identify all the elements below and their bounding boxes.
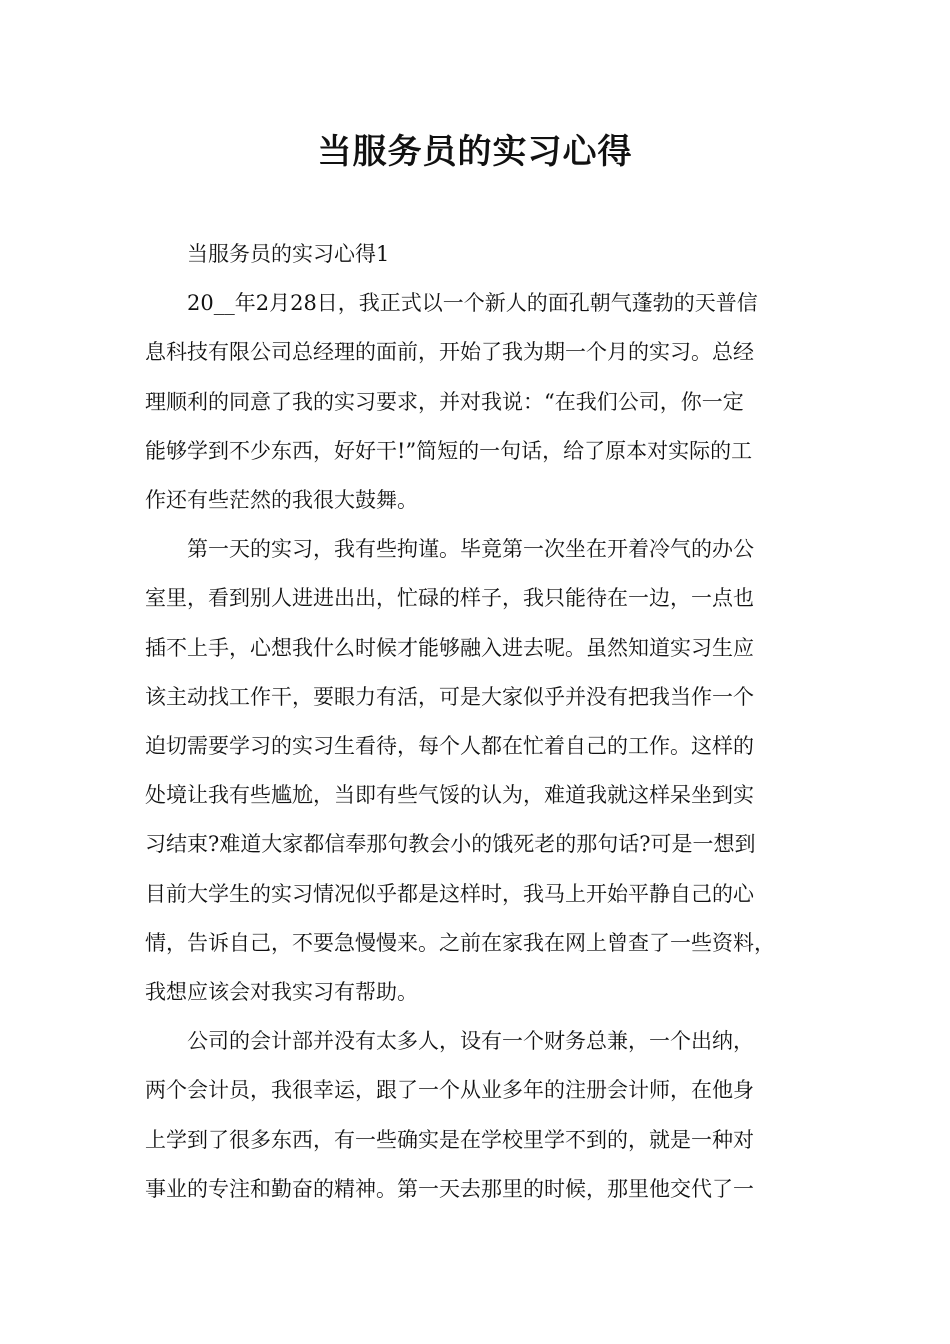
text-line: 两个会计员，我很幸运，跟了一个从业多年的注册会计师，在他身	[145, 1078, 754, 1103]
text-line: 当服务员的实习心得1	[187, 242, 390, 266]
text-line: 事业的专注和勤奋的精神。第一天去那里的时候，那里他交代了一	[145, 1176, 754, 1201]
paragraph-heading	[145, 230, 815, 279]
text-line: 室里，看到别人进进出出，忙碌的样子，我只能待在一边，一点也	[145, 586, 754, 611]
text-line: 第一天的实习，我有些拘谨。毕竟第一次坐在开着冷气的办公	[187, 537, 754, 562]
text-line: 作还有些茫然的我很大鼓舞。	[145, 488, 418, 513]
text-line: 公司的会计部并没有太多人，设有一个财务总兼，一个出纳，	[187, 1029, 754, 1054]
paragraph	[145, 525, 815, 1017]
text-line: 插不上手，心想我什么时候才能够融入进去呢。虽然知道实习生应	[145, 635, 754, 660]
text-line: 能够学到不少东西，好好干!”简短的一句话，给了原本对实际的工	[145, 438, 753, 463]
paragraph	[145, 1017, 815, 1214]
text-line: 20__年2月28日，我正式以一个新人的面孔朝气蓬勃的天普信	[187, 291, 758, 316]
paragraph	[145, 279, 815, 525]
text-line: 处境让我有些尴尬，当即有些气馁的认为，难道我就这样呆坐到实	[145, 783, 754, 808]
document-title: 当服务员的实习心得	[317, 132, 633, 172]
text-line: 息科技有限公司总经理的面前，开始了我为期一个月的实习。总经	[145, 340, 754, 365]
text-line: 习结束?难道大家都信奉那句教会小的饿死老的那句话?可是一想到	[145, 832, 756, 857]
document-body	[145, 230, 815, 1214]
text-line: 上学到了很多东西，有一些确实是在学校里学不到的，就是一种对	[145, 1127, 754, 1152]
text-line: 迫切需要学习的实习生看待，每个人都在忙着自己的工作。这样的	[145, 734, 754, 759]
text-line: 目前大学生的实习情况似乎都是这样时，我马上开始平静自己的心	[145, 881, 754, 906]
text-line: 该主动找工作干，要眼力有活，可是大家似乎并没有把我当作一个	[145, 684, 754, 709]
text-line: 我想应该会对我实习有帮助。	[145, 980, 418, 1005]
text-line: 理顺利的同意了我的实习要求，并对我说：“在我们公司，你一定	[145, 389, 744, 414]
text-line: 情，告诉自己，不要急慢慢来。之前在家我在网上曾查了一些资料，	[145, 930, 775, 955]
